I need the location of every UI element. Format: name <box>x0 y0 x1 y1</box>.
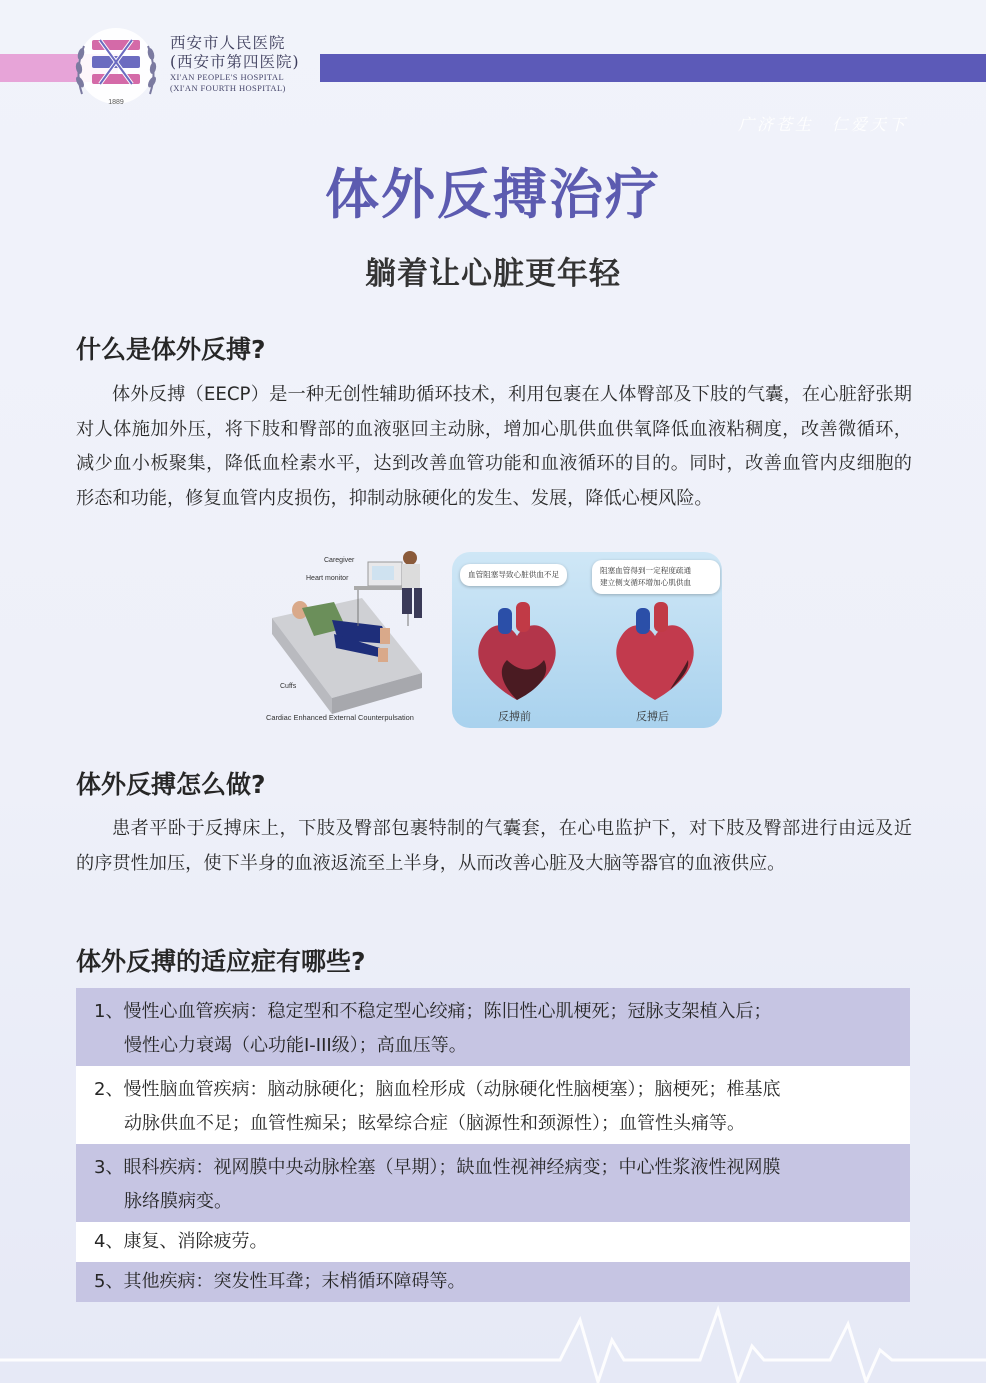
hospital-name-en-1: XI'AN PEOPLE'S HOSPITAL <box>170 72 285 82</box>
eecp-figure <box>262 548 724 728</box>
heart-comparison-panel <box>452 552 722 728</box>
section-heading-what: 什么是体外反搏? <box>76 335 266 364</box>
list-item: 2、慢性脑血管疾病：脑动脉硬化；脑血栓形成（动脉硬化性脑梗塞）；脑梗死；椎基底 动脉供血不足；血管性痴呆；眩晕综合症（脑源性和颈源性）；血管性头痛等。 <box>76 1066 910 1144</box>
section-body-what: 体外反搏（EECP）是一种无创性辅助循环技术，利用包裹在人体臀部及下肢的气囊，在心脏舒张期对人体施加外压，将下肢和臀部的血液驱回主动脉，增加心肌供血供氧降低血液粘稠度，改善微循环，减少血小板聚集，降低血栓素水平，达到改善血管功能和血液循环的目的。同时，改善血管内皮细胞的形态和功能，修复血管内皮损伤，抑制动脉硬化的发生、发展，降低心梗风险。 <box>76 384 912 509</box>
list-item: 4、康复、消除疲劳。 <box>76 1222 910 1262</box>
bubble-after: 阻塞血管得到一定程度疏通 建立侧支循环增加心肌供血 <box>592 560 720 594</box>
section-heading-indications: 体外反搏的适应症有哪些? <box>76 947 366 976</box>
section-heading-how: 体外反搏怎么做? <box>76 770 266 799</box>
ecg-wave-decoration <box>0 1300 986 1383</box>
hospital-logo-icon <box>70 26 162 110</box>
logo-year: 1889 <box>108 99 124 106</box>
heart-after-icon <box>600 600 710 710</box>
page-subtitle: 躺着让心脏更年轻 <box>365 256 621 292</box>
bubble-before: 血管阻塞导致心脏供血不足 <box>460 564 567 586</box>
hospital-name-en-2: (XI'AN FOURTH HOSPITAL) <box>170 82 286 93</box>
page-title: 体外反搏治疗 <box>325 163 661 226</box>
section-body-how: 患者平卧于反搏床上，下肢及臀部包裹特制的气囊套，在心电监护下，对下肢及臀部进行由远及近的序贯性加压，使下半身的血液返流至上半身，从而改善心脏及大脑等器官的血液供应。 <box>76 818 912 874</box>
hospital-name-cn-2: (西安市第四医院) <box>170 52 300 71</box>
header-purple-bar <box>320 54 986 134</box>
label-cuffs: Cuffs <box>280 683 297 690</box>
list-item: 5、其他疾病：突发性耳聋；末梢循环障碍等。 <box>76 1262 910 1302</box>
heart-before-icon <box>462 600 572 710</box>
figure-caption-left: Cardiac Enhanced External Counterpulsation <box>266 713 414 722</box>
hospital-slogan: 广济苍生 仁爱天下 <box>737 115 908 134</box>
hospital-name-cn-1: 西安市人民医院 <box>170 34 286 52</box>
list-item: 1、慢性心血管疾病：稳定型和不稳定型心绞痛；陈旧性心肌梗死；冠脉支架植入后； 慢性心力衰竭（心功能I-III级）；高血压等。 <box>76 988 910 1066</box>
label-before: 反搏前 <box>498 710 531 723</box>
label-caregiver: Caregiver <box>324 557 355 564</box>
label-after: 反搏后 <box>636 710 669 723</box>
list-item: 3、眼科疾病：视网膜中央动脉栓塞（早期）；缺血性视神经病变；中心性浆液性视网膜 脉络膜病变。 <box>76 1144 910 1222</box>
eecp-machine-illustration <box>262 548 462 728</box>
page-header <box>0 0 986 134</box>
label-heart-monitor: Heart monitor <box>306 575 349 582</box>
hospital-name <box>170 36 300 92</box>
indications-list <box>76 988 910 1302</box>
